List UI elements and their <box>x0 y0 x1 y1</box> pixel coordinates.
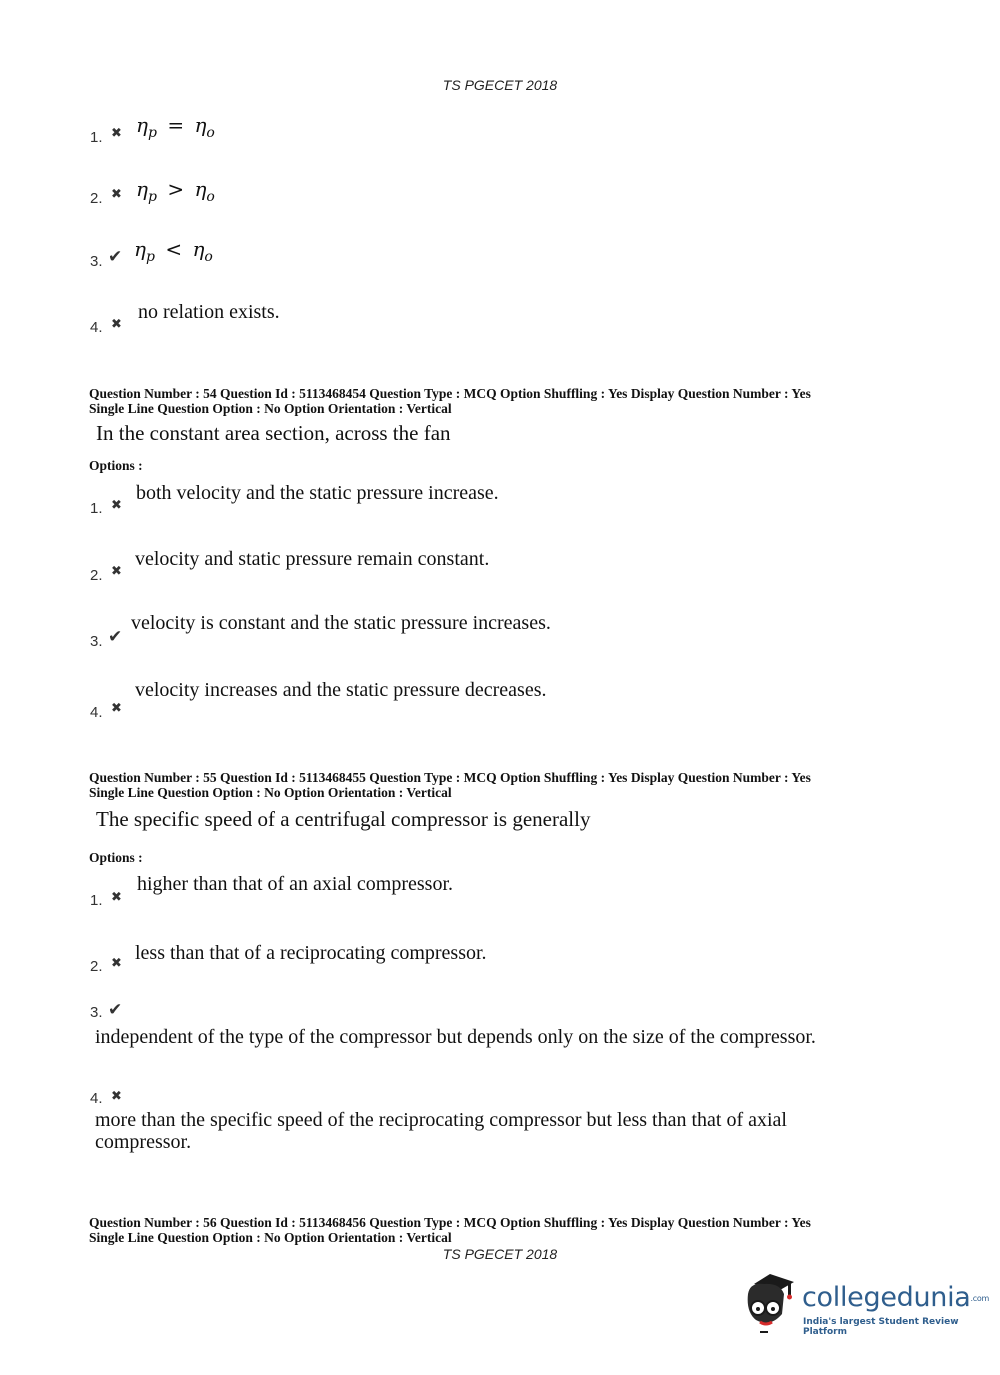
cross-mark-icon: ✖ <box>111 1088 122 1103</box>
option-number: 3. <box>90 633 103 650</box>
option-number: 1. <box>90 129 103 146</box>
option-formula: $\eta_p = \eta_o$ <box>136 113 215 141</box>
check-mark-icon: ✔ <box>108 1000 123 1019</box>
question-text: In the constant area section, across the fan <box>96 421 451 445</box>
option-text: no relation exists. <box>138 301 280 323</box>
collegedunia-logo <box>740 1268 989 1348</box>
question-meta: Question Number : 54 Question Id : 5113468454 Question Type : MCQ Option Shuffling : Yes Display Question Number : Yes Single Line Question Option : No Option Orientation : Vertical <box>89 386 811 416</box>
option-text: independent of the type of the compressor but depends only on the size of the compressor. <box>95 1026 816 1048</box>
option-text: velocity is constant and the static pressure increases. <box>131 612 551 634</box>
options-label: Options : <box>89 458 143 473</box>
option-number: 1. <box>90 500 103 517</box>
mascot-icon <box>740 1268 802 1338</box>
option-number: 2. <box>90 190 103 207</box>
question-meta: Question Number : 55 Question Id : 5113468455 Question Type : MCQ Option Shuffling : Yes Display Question Number : Yes Single Line Question Option : No Option Orientation : Vertical <box>89 770 811 800</box>
cross-mark-icon: ✖ <box>111 497 122 512</box>
question-text: The specific speed of a centrifugal compressor is generally <box>96 807 591 831</box>
cross-mark-icon: ✖ <box>111 889 122 904</box>
check-mark-icon: ✔ <box>108 627 123 646</box>
option-number: 2. <box>90 958 103 975</box>
option-number: 1. <box>90 892 103 909</box>
option-formula: $\eta_p < \eta_o$ <box>134 237 213 265</box>
page-header: TS PGECET 2018 <box>442 77 558 93</box>
cross-mark-icon: ✖ <box>111 700 122 715</box>
option-number: 4. <box>90 319 103 336</box>
option-number: 3. <box>90 1004 103 1021</box>
options-label: Options : <box>89 850 143 865</box>
option-text: higher than that of an axial compressor. <box>137 873 454 895</box>
page-footer: TS PGECET 2018 <box>442 1246 558 1262</box>
cross-mark-icon: ✖ <box>111 955 122 970</box>
logo-tagline: India's largest Student Review Platform <box>803 1317 959 1337</box>
question-meta: Question Number : 56 Question Id : 5113468456 Question Type : MCQ Option Shuffling : Yes Display Question Number : Yes Single Line Question Option : No Option Orientation : Vertical <box>89 1215 811 1245</box>
cross-mark-icon: ✖ <box>111 186 122 201</box>
cross-mark-icon: ✖ <box>111 316 122 331</box>
option-text: less than that of a reciprocating compressor. <box>135 942 487 964</box>
logo-wordmark: collegedunia.com <box>802 1282 989 1313</box>
option-number: 3. <box>90 253 103 270</box>
cross-mark-icon: ✖ <box>111 563 122 578</box>
option-number: 2. <box>90 567 103 584</box>
option-number: 4. <box>90 704 103 721</box>
option-text: more than the specific speed of the reciprocating compressor but less than that of axial compressor. <box>95 1109 787 1153</box>
option-number: 4. <box>90 1090 103 1107</box>
option-text: velocity increases and the static pressure decreases. <box>135 679 547 701</box>
option-formula: $\eta_p > \eta_o$ <box>136 177 215 205</box>
check-mark-icon: ✔ <box>108 247 123 266</box>
option-text: velocity and static pressure remain constant. <box>135 548 490 570</box>
cross-mark-icon: ✖ <box>111 125 122 140</box>
option-text: both velocity and the static pressure increase. <box>136 482 499 504</box>
